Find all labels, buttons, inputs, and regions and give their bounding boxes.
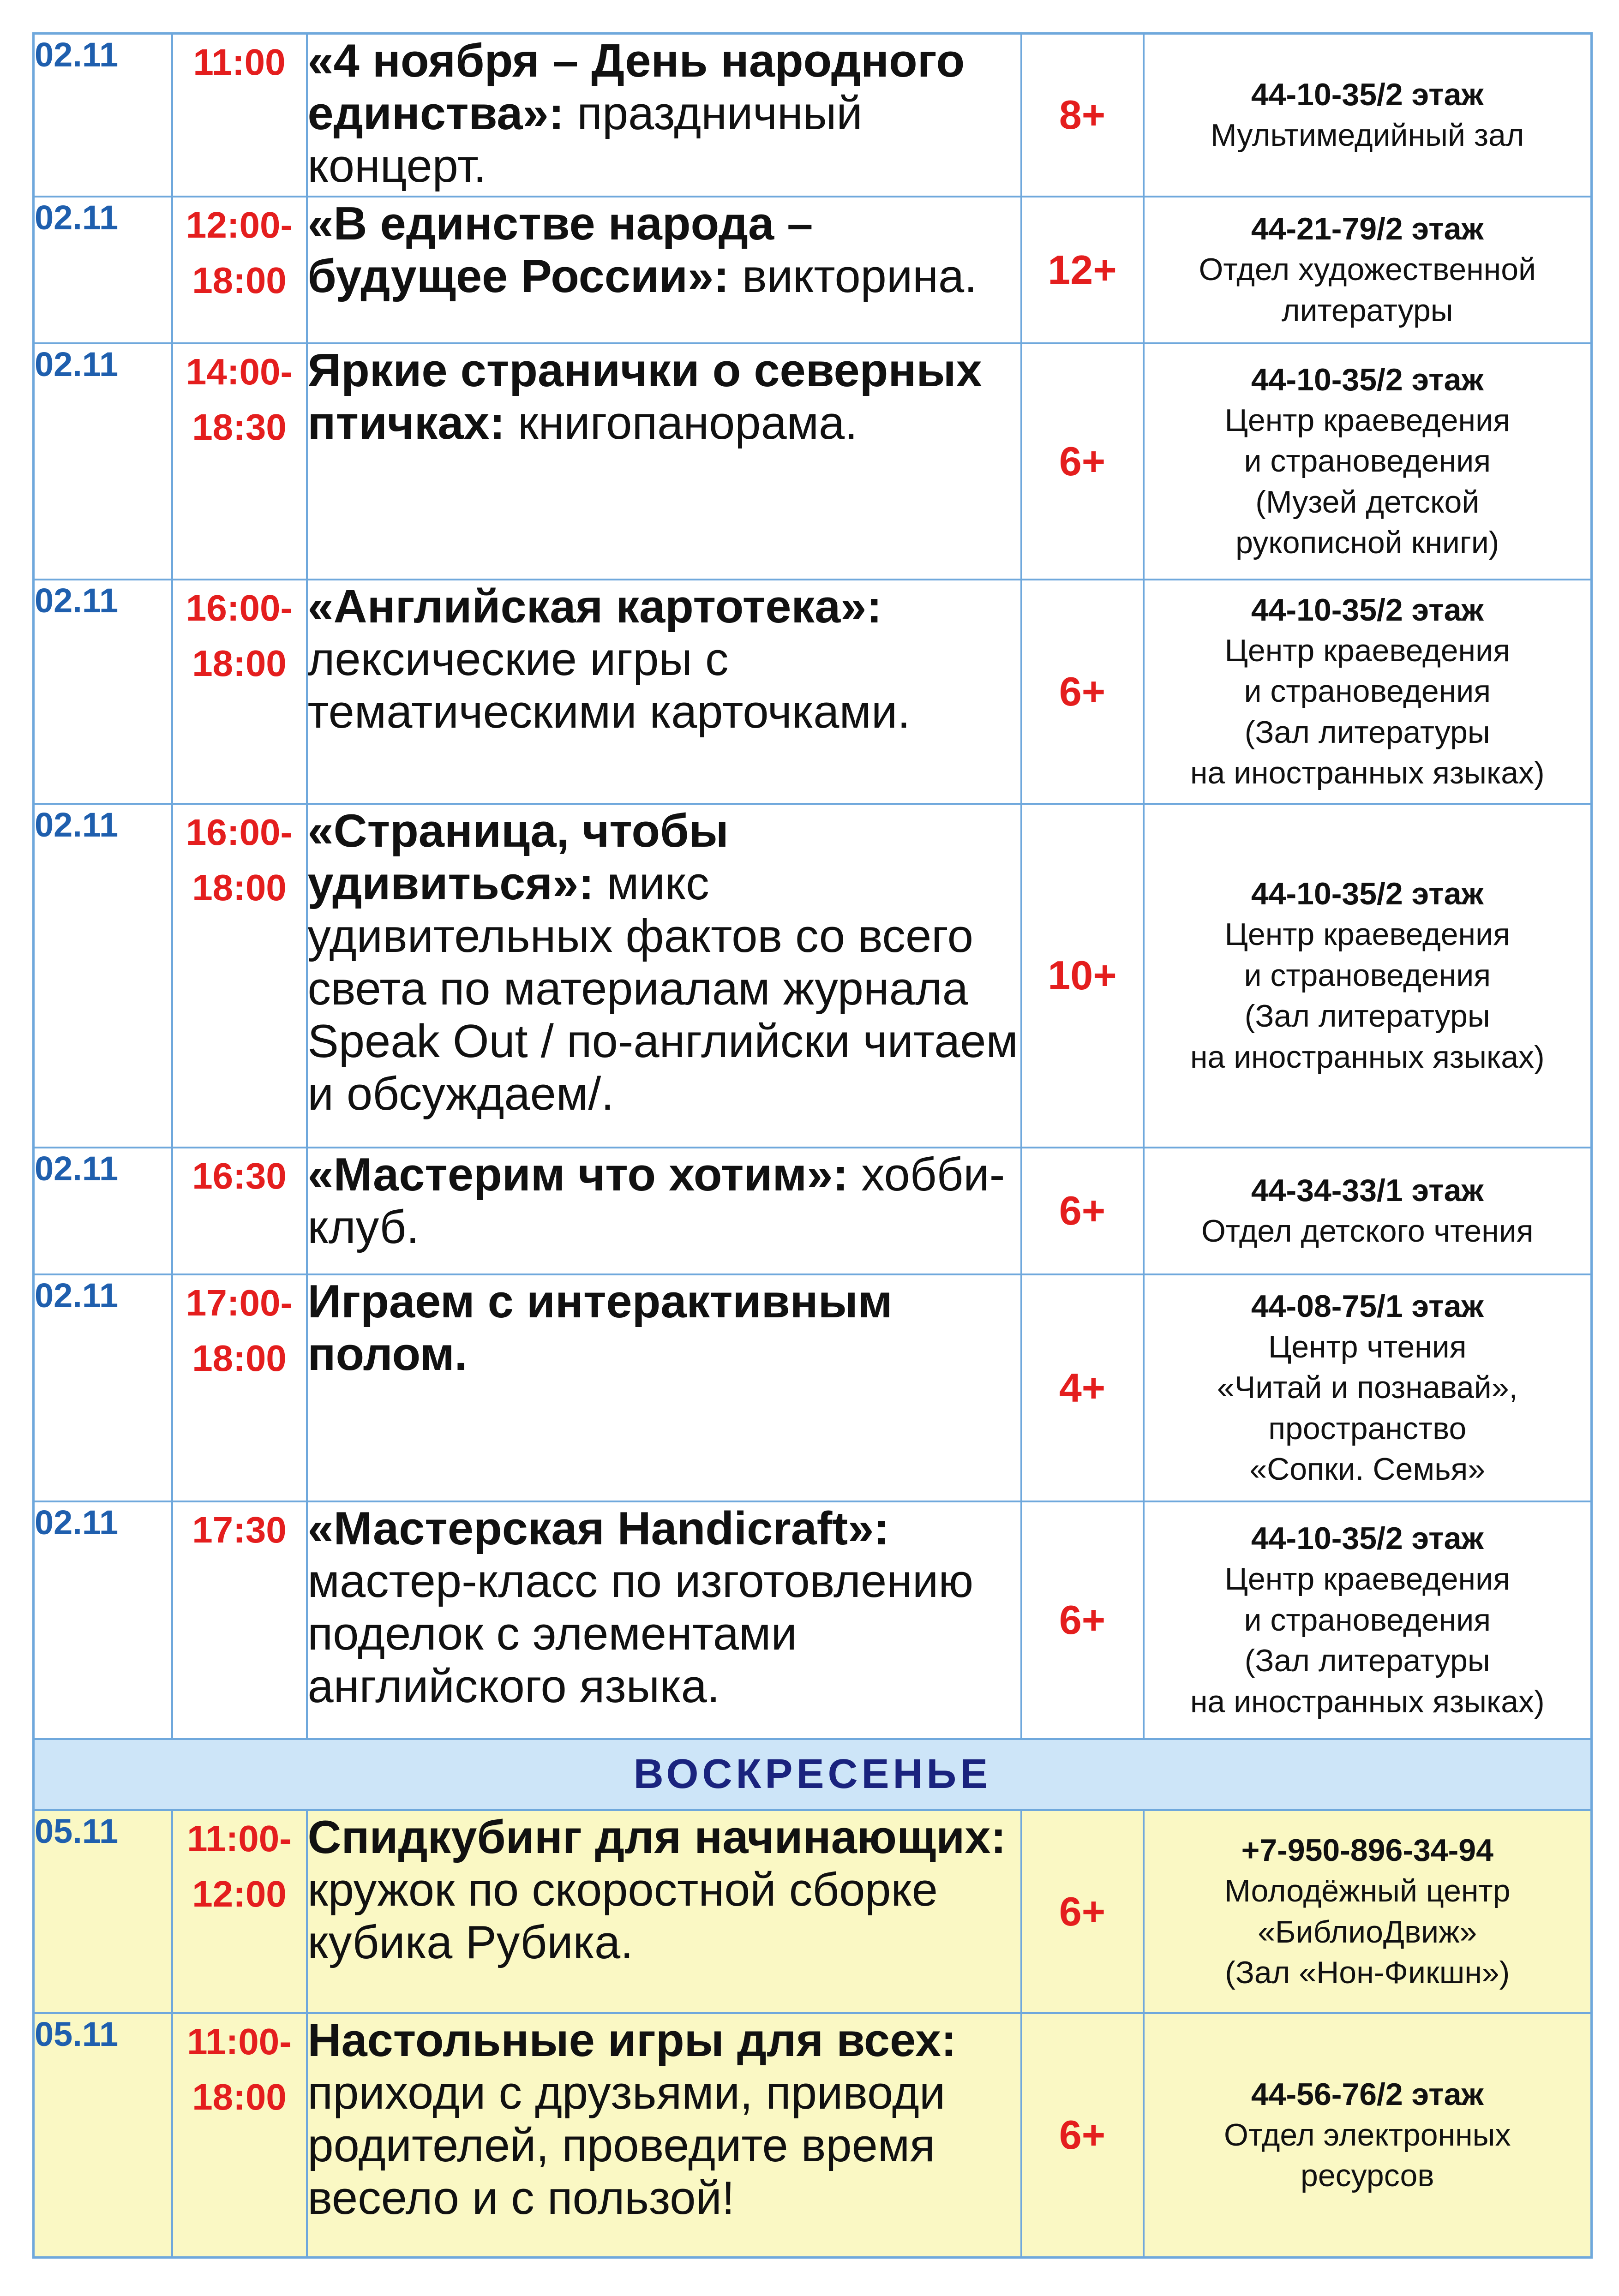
event-title-rest: хобби-клуб. xyxy=(307,1148,1005,1253)
event-date: 02.11 xyxy=(34,197,172,343)
event-place xyxy=(1144,343,1592,580)
contact-phone: 44-10-35/2 этаж xyxy=(1251,592,1484,628)
event-title xyxy=(307,343,1021,580)
event-location: Молодёжный центр «БиблиоДвиж» (Зал «Нон-Фикшн») xyxy=(1224,1873,1511,1990)
event-place xyxy=(1144,197,1592,343)
event-time: 16:00-18:00 xyxy=(172,580,307,804)
event-title-bold: «Английская картотека»: xyxy=(307,580,882,633)
event-place xyxy=(1144,1501,1592,1739)
event-date: 05.11 xyxy=(34,2013,172,2258)
event-title xyxy=(307,1274,1021,1501)
age-rating: 6+ xyxy=(1021,1148,1144,1274)
contact-phone: +7-950-896-34-94 xyxy=(1241,1832,1493,1868)
contact-phone: 44-10-35/2 этаж xyxy=(1251,1521,1484,1556)
event-location: Отдел художественной литературы xyxy=(1199,252,1536,328)
event-place xyxy=(1144,1810,1592,2013)
event-place xyxy=(1144,2013,1592,2258)
age-rating: 6+ xyxy=(1021,1501,1144,1739)
event-title xyxy=(307,804,1021,1148)
table-row xyxy=(34,1501,1592,1739)
age-rating: 12+ xyxy=(1021,197,1144,343)
event-location: Мультимедийный зал xyxy=(1210,118,1524,153)
event-title-rest: викторина. xyxy=(729,250,977,302)
day-header-sunday: ВОСКРЕСЕНЬЕ xyxy=(34,1739,1592,1810)
event-title-bold: «Страница, чтобы удивиться»: xyxy=(307,805,729,909)
event-time: 11:00 xyxy=(172,34,307,197)
event-location: Центр краеведения и страноведения (Зал литературы на иностранных языках) xyxy=(1190,633,1545,791)
event-location: Отдел детского чтения xyxy=(1201,1214,1534,1249)
event-place xyxy=(1144,804,1592,1148)
table-row xyxy=(34,1810,1592,2013)
schedule-table xyxy=(32,32,1593,2259)
contact-phone: 44-10-35/2 этаж xyxy=(1251,876,1484,912)
event-time: 17:00-18:00 xyxy=(172,1274,307,1501)
table-row xyxy=(34,1148,1592,1274)
event-location: Центр краеведения и страноведения (Зал литературы на иностранных языках) xyxy=(1190,1561,1545,1719)
table-row xyxy=(34,34,1592,197)
event-title-rest: микс удивительных фактов со всего света по материалам журнала Speak Out / по-английски читаем и обсуждаем/. xyxy=(307,857,1018,1120)
event-date: 02.11 xyxy=(34,1501,172,1739)
event-title-bold: «Мастерская Handicraft»: xyxy=(307,1502,889,1555)
event-title xyxy=(307,2013,1021,2258)
event-time: 16:30 xyxy=(172,1148,307,1274)
table-row xyxy=(34,580,1592,804)
event-title-bold: Настольные игры для всех: xyxy=(307,2014,957,2066)
event-title-bold: Спидкубинг для начинающих: xyxy=(307,1811,1007,1863)
age-rating: 6+ xyxy=(1021,343,1144,580)
event-title-rest: книгопанорама. xyxy=(505,397,858,449)
contact-phone: 44-56-76/2 этаж xyxy=(1251,2076,1484,2112)
event-title xyxy=(307,1810,1021,2013)
event-time: 11:00-12:00 xyxy=(172,1810,307,2013)
age-rating: 8+ xyxy=(1021,34,1144,197)
age-rating: 6+ xyxy=(1021,2013,1144,2258)
event-time: 17:30 xyxy=(172,1501,307,1739)
event-title xyxy=(307,34,1021,197)
event-date: 05.11 xyxy=(34,1810,172,2013)
event-title-rest: праздничный концерт. xyxy=(307,88,863,192)
event-title-bold: «4 ноября – День народного единства»: xyxy=(307,35,965,140)
event-title-rest: мастер-класс по изготовлению поделок с элементами английского языка. xyxy=(307,1555,974,1712)
event-date: 02.11 xyxy=(34,343,172,580)
event-time: 16:00-18:00 xyxy=(172,804,307,1148)
event-title-rest: лексические игры с тематическими карточками. xyxy=(307,633,911,738)
event-title xyxy=(307,197,1021,343)
contact-phone: 44-10-35/2 этаж xyxy=(1251,362,1484,397)
event-date: 02.11 xyxy=(34,580,172,804)
contact-phone: 44-34-33/1 этаж xyxy=(1251,1172,1484,1208)
event-location: Центр чтения «Читай и познавай», пространство «Сопки. Семья» xyxy=(1217,1329,1518,1487)
event-date: 02.11 xyxy=(34,34,172,197)
event-title-bold: «В единстве народа – будущее России»: xyxy=(307,197,813,302)
event-date: 02.11 xyxy=(34,1148,172,1274)
event-title-bold: Яркие странички о северных птичках: xyxy=(307,344,982,449)
table-row xyxy=(34,804,1592,1148)
table-row xyxy=(34,197,1592,343)
event-location: Отдел электронных ресурсов xyxy=(1223,2117,1511,2194)
contact-phone: 44-21-79/2 этаж xyxy=(1251,211,1484,246)
event-title-rest: приходи с друзьями, приводи родителей, проведите время весело и с пользой! xyxy=(307,2067,946,2224)
day-header-row xyxy=(34,1739,1592,1810)
table-row xyxy=(34,1274,1592,1501)
event-title xyxy=(307,1148,1021,1274)
event-time: 14:00-18:30 xyxy=(172,343,307,580)
event-place xyxy=(1144,34,1592,197)
contact-phone: 44-10-35/2 этаж xyxy=(1251,77,1484,112)
event-place xyxy=(1144,1148,1592,1274)
contact-phone: 44-08-75/1 этаж xyxy=(1251,1288,1484,1324)
event-title-bold: «Мастерим что хотим»: xyxy=(307,1148,849,1201)
event-date: 02.11 xyxy=(34,1274,172,1501)
table-row xyxy=(34,343,1592,580)
event-title xyxy=(307,1501,1021,1739)
age-rating: 6+ xyxy=(1021,1810,1144,2013)
event-title xyxy=(307,580,1021,804)
table-row xyxy=(34,2013,1592,2258)
event-location: Центр краеведения и страноведения (Зал литературы на иностранных языках) xyxy=(1190,917,1545,1075)
event-title-rest: кружок по скоростной сборке кубика Рубика. xyxy=(307,1864,938,1968)
event-date: 02.11 xyxy=(34,804,172,1148)
age-rating: 6+ xyxy=(1021,580,1144,804)
event-place xyxy=(1144,1274,1592,1501)
age-rating: 4+ xyxy=(1021,1274,1144,1501)
event-title-bold: Играем с интерактивным полом. xyxy=(307,1275,893,1380)
event-time: 11:00-18:00 xyxy=(172,2013,307,2258)
event-place xyxy=(1144,580,1592,804)
event-time: 12:00-18:00 xyxy=(172,197,307,343)
age-rating: 10+ xyxy=(1021,804,1144,1148)
event-location: Центр краеведения и страноведения (Музей детской рукописной книги) xyxy=(1224,402,1510,561)
